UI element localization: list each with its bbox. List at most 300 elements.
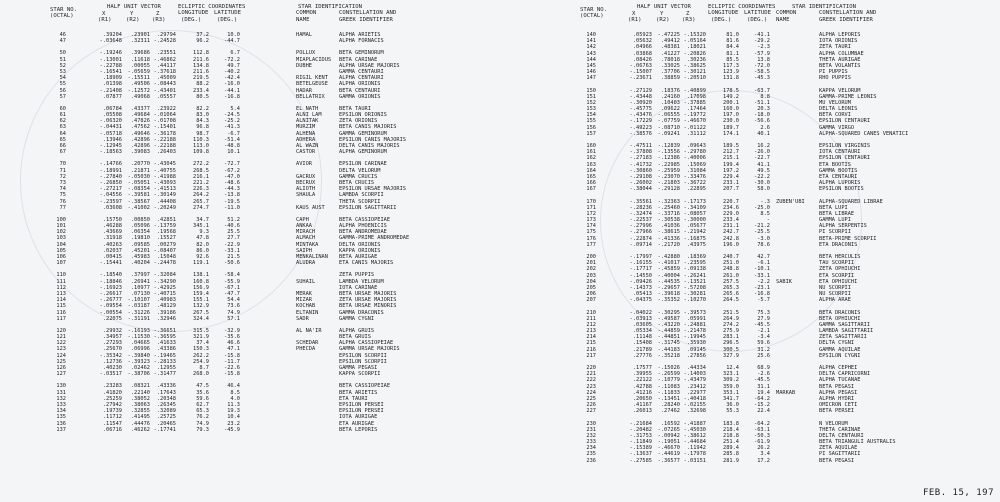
vector-y: -.44535 [657,278,680,285]
longitude: 300.5 [723,346,739,353]
constellation: ZETA AQUILAE [819,445,858,452]
vector-y: .38063 [130,401,150,408]
ecliptic-header: ECLIPTIC COORDINATES [178,4,246,10]
constellation: ZETA URSAE MAJORIS [339,297,397,304]
longitude: 229.0 [723,210,739,217]
constellation: ETA DRACONIS [819,241,858,248]
vector-z: .23551 [156,50,176,57]
latitude: -57.9 [754,50,770,57]
latitude: -50.6 [224,260,240,267]
latitude: 31.2 [757,346,770,353]
star-group [50,161,520,211]
vector-x: -.23671 [629,75,652,82]
common-name: ANKAA [296,223,312,230]
vector-z: -.46670 [683,118,706,125]
star-number: 55 [59,81,66,88]
vector-z: -.17741 [153,426,176,433]
latitude: 26.2 [757,445,770,452]
vector-x: .11712 [102,414,122,421]
longitude: 265.7 [193,198,209,205]
constellation: GAMMA VIRGO [819,124,855,131]
star-group [580,421,995,464]
vector-z: -.20249 [153,204,176,211]
vector-y: -.38567 [127,198,150,205]
star-number: 54 [59,75,66,82]
star-number: 50 [59,50,66,57]
longitude: 264.2 [193,192,209,199]
constellation: N VELORUM [819,420,848,427]
longitude: 211.6 [193,56,209,63]
latitude: -48.6 [224,179,240,186]
latitude: -44.7 [224,38,240,45]
latitude: -32.9 [224,327,240,334]
constellation: BETA CASSIOPEIAE [339,216,391,223]
vector-y: -.13556 [657,149,680,156]
table-row [580,353,995,359]
longitude-header: LONGITUDE [708,10,739,16]
star-number: 135 [56,414,66,421]
longitude: 265.3 [723,284,739,291]
vector-y: .38052 [130,395,150,402]
vector-x: -.21408 [99,87,122,94]
vector-y: -.31226 [127,309,150,316]
longitude: 36.0 [726,402,739,409]
constellation: ETA SCORPII [819,272,855,279]
vector-x: -.14373 [629,284,652,291]
table-row [580,242,995,248]
vector-x: -.27996 [629,223,652,230]
constellation: BETA OPHIUCHI [819,315,861,322]
vector-y: .39083 [130,149,150,156]
latitude: 27.7 [227,235,240,242]
latitude: 5.4 [230,105,240,112]
name-header: NAME [776,17,790,23]
vector-z: -.08407 [153,247,176,254]
star-number: 124 [56,352,66,359]
latitude: -3.0 [757,235,770,242]
longitude: 240.7 [723,254,739,260]
constellation: PI PUPPIS [819,69,848,76]
latitude: 25.6 [757,352,770,359]
latitude: 8.5 [760,210,770,217]
latitude: -22.6 [224,365,240,371]
vector-z: .44117 [156,62,176,69]
vector-x: -.49223 [629,124,652,131]
vector-z: .42851 [156,216,176,223]
common-name: BELLATRIX [296,93,325,100]
longitude: 264.9 [723,315,739,322]
vector-x: -.22874 [629,235,652,242]
longitude: 257.5 [723,278,739,285]
vector-z: -.01122 [683,124,706,131]
vector-y: -.05659 [127,68,150,75]
vector-x: .41167 [632,402,652,409]
star-number: 146 [586,69,596,76]
longitude: 132.9 [193,303,209,310]
longitude: 34.7 [196,216,209,223]
constellation: ALPHA COLUMBAE [819,50,864,57]
longitude: 85.5 [726,56,739,63]
vector-z: -.37618 [153,68,176,75]
latitude: -72.7 [224,161,240,168]
star-number: 207 [586,297,596,304]
common-name: SABIK [776,278,792,285]
vector-z: -.26241 [683,272,706,279]
longitude: 251.5 [723,309,739,316]
latitude: -6.7 [227,130,240,137]
longitude-deg-header: (DEG.) [711,17,732,23]
longitude: 211.6 [193,68,209,75]
latitude: -72.0 [754,62,770,69]
vector-y: -.06555 [657,112,680,119]
longitude: 196.0 [723,241,739,248]
vector-y: .45983 [130,254,150,260]
longitude: 229.4 [723,173,739,180]
common-name: MIRACH [296,229,316,236]
longitude: 59.6 [196,395,209,402]
vector-y: .39686 [130,50,150,57]
latitude: 8.5 [230,389,240,396]
star-group [580,365,995,415]
constellation: KAPPA SCORPII [339,371,381,378]
common-name: SHAULA [296,192,316,199]
longitude: 359.0 [723,383,739,390]
z-header: Z [686,11,690,17]
star-number: 100 [56,216,66,223]
latitude: 20.3 [757,106,770,113]
star-number: 176 [586,235,596,242]
constellation: GAMMA CENTAURI [339,68,384,75]
constellation: BETA CANIS MAJORIS [339,124,397,131]
r1-header: (R1) [628,17,642,23]
vector-y: .22140 [130,389,150,396]
latitude: -11.0 [224,204,240,211]
table-row [50,371,520,377]
vector-z: -.30121 [683,69,706,76]
star-number: 216 [586,346,596,353]
latitude: -6.1 [757,260,770,267]
star-number: 136 [56,420,66,427]
common-name: ADHERA [296,136,316,143]
constellation: ALPHA PHOENICIS [339,223,387,230]
latitude: -29.2 [754,38,770,45]
vector-y: -.39581 [127,192,150,199]
star-number: 64 [59,130,66,137]
constellation: ALPHA GRUIS [339,327,375,334]
common-name: HADAR [296,87,312,94]
constellation: GAMMA AQUILAE [819,346,861,353]
star-number: 47 [59,38,66,45]
latitude: -56.6 [754,118,770,125]
common-name: PHECDA [296,346,316,353]
star-number: 131 [56,389,66,396]
vector-x: .41820 [102,389,122,396]
longitude: 37.4 [196,340,209,347]
common-name: ALMACH [296,235,316,242]
vector-z: -.08057 [683,210,706,217]
constellation: EPSILON SCORPII [339,352,387,359]
latitude: 46.6 [227,340,240,347]
vector-x: .03605 [632,321,652,328]
star-no-header: STAR NO. [580,7,607,13]
constellation-header: CONSTELLATION AND [819,10,877,16]
latitude: 46.4 [227,383,240,390]
vector-x: .08426 [632,56,652,63]
latitude: -11.7 [224,358,240,365]
star-number: 144 [586,56,596,63]
vector-x: .27776 [632,352,652,359]
vector-y: -.11530 [127,334,150,341]
vector-z: -.15401 [153,124,176,131]
star-number: 156 [586,124,596,131]
latitude: -21.2 [754,223,770,230]
constellation: ETA BOOTIS [819,161,851,168]
constellation: BETA CRUCIS [339,179,375,186]
vector-x: .34957 [102,334,122,341]
right-column [580,4,995,464]
vector-x: -.27129 [629,87,652,94]
latitude: 13.8 [757,56,770,63]
star-group [580,88,995,138]
table-row [50,38,520,44]
longitude-header: LONGITUDE [178,10,209,16]
vector-x: .46288 [102,223,122,230]
vector-y: .21871 [130,167,150,174]
longitude: 215.1 [723,155,739,162]
vector-x: .25670 [102,346,122,353]
vector-z: -.19945 [683,334,706,341]
latitude: 40.1 [757,130,770,137]
common-name: RIGIL KENT [296,75,328,82]
latitude: -44.3 [224,186,240,193]
ecliptic-header: ECLIPTIC COORDINATES [708,4,776,10]
vector-z: -.13759 [153,223,176,230]
longitude: 296.5 [723,340,739,347]
star-number: 122 [56,340,66,347]
vector-x: -.18563 [99,149,122,156]
vector-y: .16592 [660,420,680,427]
constellation: ALPHA URSAE MAJORIS [339,62,400,69]
constellation: BETA HERCULIS [819,254,861,260]
vector-x: .00415 [102,254,122,260]
constellation: ALPHA PEGASI [819,389,858,396]
latitude: -.3 [760,198,770,205]
latitude: -15.8 [224,352,240,359]
latitude: 51.2 [227,216,240,223]
longitude: 8.7 [199,365,209,371]
vector-x: .15408 [632,340,652,347]
constellation: BETA VOLANTIS [819,62,861,69]
vector-y: .09585 [130,241,150,248]
vector-x: -.05718 [99,130,122,137]
longitude: 119.1 [193,260,209,267]
star-group [580,32,995,82]
vector-x: -.06763 [629,62,652,69]
vector-y: .32855 [130,408,150,415]
vector-z: -.23595 [683,260,706,267]
common-name: KAUS AUST [296,204,325,211]
latitude: -63.1 [754,426,770,433]
star-number: 125 [56,358,66,365]
star-number: 204 [586,278,596,285]
vector-y: -.38706 [127,371,150,378]
vector-z: -.21942 [683,229,706,236]
star-number: 130 [56,383,66,390]
common-name: SUHAIL [296,278,316,285]
common-name: CAPH [296,216,309,223]
vector-y: .38859 [660,75,680,82]
latitude: -72.2 [224,56,240,63]
common-name: KOCHAB [296,303,316,310]
constellation: BETA PERSEI [819,408,855,415]
vector-z: .41633 [156,340,176,347]
common-name: ALIOTH [296,186,316,193]
vector-z: -.32084 [153,272,176,279]
vector-x: -.04431 [99,124,122,131]
vector-z: -.36651 [153,327,176,334]
vector-x: -.23597 [99,198,122,205]
vector-y: -.15026 [657,365,680,371]
table-row [50,94,520,100]
star-number: 111 [56,278,66,285]
star-number: 61 [59,112,66,119]
vector-x: -.20482 [629,426,652,433]
common-name: SAIPH [296,247,312,254]
constellation: ALPHA CEPHEI [819,365,858,371]
common-name: MIZAR [296,297,312,304]
longitude: 189.5 [723,143,739,149]
longitude: 35.6 [196,389,209,396]
constellation: NU SCORPII [819,291,851,298]
longitude: 174.1 [723,130,739,137]
vector-x: -.32474 [629,210,652,217]
constellation: BETA LEPORIS [339,426,378,433]
constellation: ETA CANIS MAJORIS [339,260,394,267]
longitude: 197.2 [723,167,739,174]
star-number: 217 [586,352,596,359]
latitude: 49.7 [227,62,240,69]
star-number: 226 [586,402,596,409]
latitude: -3.4 [757,334,770,341]
vector-z: -.22188 [153,143,176,149]
longitude: 262.2 [193,352,209,359]
longitude: 220.7 [723,198,739,205]
constellation: ALPHA ORIONIS [339,81,381,88]
star-number: 175 [586,229,596,236]
longitude-deg-header: (DEG.) [181,17,202,23]
vector-z: -.38612 [683,432,706,439]
longitude: 323.1 [723,371,739,378]
vector-y: -.00942 [657,432,680,439]
vector-y: .45201 [130,247,150,254]
star-number: 140 [586,32,596,38]
vector-y: -.30295 [657,309,680,316]
constellation: PI SCORPII [819,229,851,236]
r1-header: (R1) [98,17,112,23]
vector-x: -.12945 [99,143,122,149]
vector-z: .00279 [156,241,176,248]
latitude: 47.1 [227,346,240,353]
latitude: -40.6 [224,223,240,230]
vector-x: .27293 [102,340,122,347]
vector-x: -.18991 [99,167,122,174]
constellation: ALPHA-SQUARED LIBRAE [819,198,883,205]
star-number: 116 [56,309,66,316]
latitude: -41.3 [224,124,240,131]
vector-z: -.19465 [153,352,176,359]
vector-x: -.06320 [99,118,122,125]
vector-y: .41036 [660,223,680,230]
latitude: 31.1 [757,383,770,390]
constellation: BETA PEGASI [819,383,855,390]
table-row [50,427,520,433]
page-date: FEB. 15, 197 [922,488,994,498]
vector-x: .06784 [102,105,122,112]
vector-x: -.00554 [99,309,122,316]
longitude: 315.5 [193,327,209,334]
vector-z: .45009 [156,75,176,82]
star-number: 143 [586,50,596,57]
star-number: 212 [586,321,596,328]
common-name: SCHEDAR [296,340,319,347]
constellation: EPSILON CYGNI [819,352,861,359]
vector-x: .15750 [102,216,122,223]
vector-z: .44334 [686,365,706,371]
star-number: 133 [56,401,66,408]
vector-z: -.41988 [153,173,176,180]
vector-x: -.03913 [629,315,652,322]
r3-header: (R3) [152,17,166,23]
star-number: 114 [56,297,66,304]
common-name: BETELGEUSE [296,81,328,88]
constellation: IOTA CENTAURI [819,149,861,156]
longitude: 221.2 [193,179,209,186]
vector-z: .19568 [156,229,176,236]
vector-x: .19739 [102,408,122,415]
constellation: EPSILON ORIONIS [339,112,387,119]
vector-z: .18369 [686,254,706,260]
vector-z: -.20826 [683,50,706,57]
table-row [580,408,995,414]
vector-y: -.10107 [127,297,150,304]
constellation: NU SCORPII [819,284,851,291]
constellation: BETA-PRIME SCORPII [819,235,877,242]
table-row [50,316,520,322]
vector-x: -.04375 [629,297,652,304]
longitude: 261.0 [723,272,739,279]
star-number: 231 [586,426,596,433]
longitude: 65.3 [196,408,209,415]
vector-y: -.49587 [657,315,680,322]
star-number: 73 [59,179,66,186]
longitude: 283.1 [723,334,739,341]
constellation: ALPHA CASSIOPEIAE [339,340,394,347]
latitude: -30.0 [754,180,770,187]
vector-x: .40230 [102,365,122,371]
constellation: BETA CENTAURI [339,87,381,94]
star-group [50,328,520,378]
vector-y: .49646 [130,130,150,137]
common-name: ALHENA [296,130,316,137]
vector-y: .28240 [660,402,680,409]
vector-x: .39204 [102,32,122,38]
vector-y: -.08354 [127,186,150,193]
longitude: 79.3 [196,426,209,433]
octal-header: (OCTAL) [580,13,604,19]
latitude: 42.7 [757,254,770,260]
star-number: 126 [56,365,66,371]
vector-y: -.21720 [657,241,680,248]
